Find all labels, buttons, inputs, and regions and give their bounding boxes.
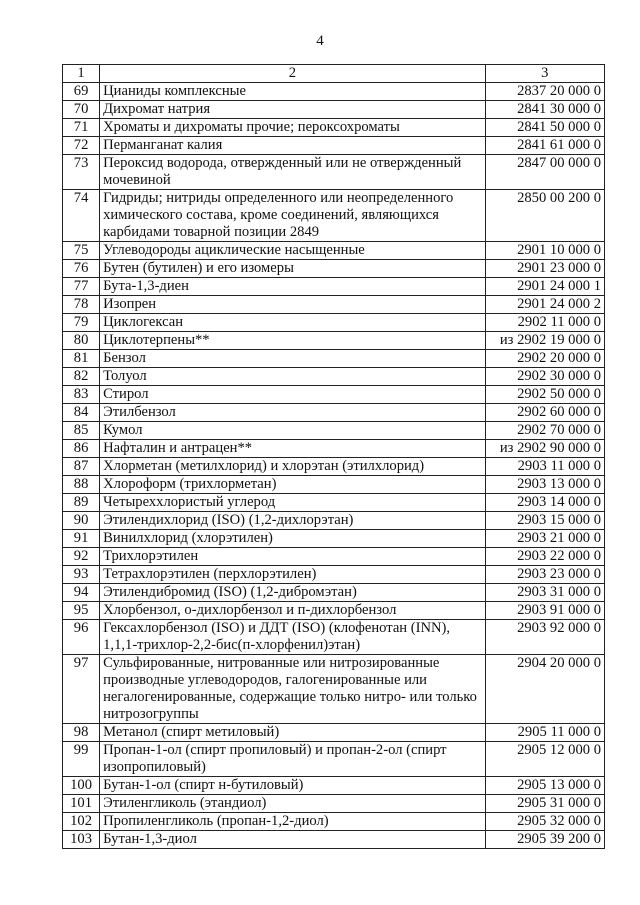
row-code: 2902 20 000 0 bbox=[485, 350, 604, 368]
table-row bbox=[63, 440, 605, 458]
row-number: 78 bbox=[63, 296, 100, 314]
table-row bbox=[63, 296, 605, 314]
table-row bbox=[63, 566, 605, 584]
row-code: 2905 39 200 0 bbox=[485, 831, 604, 849]
row-name: Стирол bbox=[100, 386, 485, 404]
row-number: 95 bbox=[63, 602, 100, 620]
row-name: Гексахлорбензол (ISO) и ДДТ (ISO) (клофенотан (INN), 1,1,1-трихлор-2,2-бис(п-хлорфенил)этан) bbox=[100, 620, 485, 655]
row-number: 70 bbox=[63, 101, 100, 119]
row-name: Пероксид водорода, отвержденный или не отвержденный мочевиной bbox=[100, 155, 485, 190]
table-row bbox=[63, 155, 605, 190]
table-row bbox=[63, 602, 605, 620]
row-code: 2847 00 000 0 bbox=[485, 155, 604, 190]
row-name: Углеводороды ациклические насыщенные bbox=[100, 242, 485, 260]
row-code: 2901 24 000 1 bbox=[485, 278, 604, 296]
row-name: Нафталин и антрацен** bbox=[100, 440, 485, 458]
row-name: Бензол bbox=[100, 350, 485, 368]
row-name: Изопрен bbox=[100, 296, 485, 314]
row-code: 2903 14 000 0 bbox=[485, 494, 604, 512]
table-row bbox=[63, 101, 605, 119]
row-name: Цианиды комплексные bbox=[100, 83, 485, 101]
row-code: 2903 23 000 0 bbox=[485, 566, 604, 584]
row-code: 2901 10 000 0 bbox=[485, 242, 604, 260]
row-code: 2903 11 000 0 bbox=[485, 458, 604, 476]
table-row bbox=[63, 386, 605, 404]
row-code: 2904 20 000 0 bbox=[485, 655, 604, 724]
row-name: Этилендихлорид (ISO) (1,2-дихлорэтан) bbox=[100, 512, 485, 530]
table-row bbox=[63, 332, 605, 350]
row-name: Гидриды; нитриды определенного или неопределенного химического состава, кроме соединений, являющихся карбидами товарной позиции 2849 bbox=[100, 190, 485, 242]
row-number: 71 bbox=[63, 119, 100, 137]
row-number: 85 bbox=[63, 422, 100, 440]
row-name: Кумол bbox=[100, 422, 485, 440]
row-number: 76 bbox=[63, 260, 100, 278]
row-code: 2905 31 000 0 bbox=[485, 795, 604, 813]
row-name: Толуол bbox=[100, 368, 485, 386]
row-number: 75 bbox=[63, 242, 100, 260]
row-code: 2841 50 000 0 bbox=[485, 119, 604, 137]
row-code: 2903 31 000 0 bbox=[485, 584, 604, 602]
table-row bbox=[63, 813, 605, 831]
row-code: из 2902 19 000 0 bbox=[485, 332, 604, 350]
row-number: 99 bbox=[63, 742, 100, 777]
row-name: Этилендибромид (ISO) (1,2-дибромэтан) bbox=[100, 584, 485, 602]
table-row bbox=[63, 777, 605, 795]
table-row bbox=[63, 368, 605, 386]
row-number: 89 bbox=[63, 494, 100, 512]
row-name: Циклотерпены** bbox=[100, 332, 485, 350]
row-name: Пропиленгликоль (пропан-1,2-диол) bbox=[100, 813, 485, 831]
row-code: 2850 00 200 0 bbox=[485, 190, 604, 242]
table-row bbox=[63, 119, 605, 137]
row-name: Хлороформ (трихлорметан) bbox=[100, 476, 485, 494]
row-name: Метанол (спирт метиловый) bbox=[100, 724, 485, 742]
table-row bbox=[63, 548, 605, 566]
row-name: Хроматы и дихроматы прочие; пероксохроматы bbox=[100, 119, 485, 137]
row-name: Хлорбензол, о-дихлорбензол и п-дихлорбензол bbox=[100, 602, 485, 620]
row-code: 2905 11 000 0 bbox=[485, 724, 604, 742]
table-row bbox=[63, 260, 605, 278]
table-row bbox=[63, 422, 605, 440]
table-row bbox=[63, 512, 605, 530]
table-row bbox=[63, 831, 605, 849]
row-number: 101 bbox=[63, 795, 100, 813]
row-name: Циклогексан bbox=[100, 314, 485, 332]
row-number: 91 bbox=[63, 530, 100, 548]
row-code: 2837 20 000 0 bbox=[485, 83, 604, 101]
row-name: Этиленгликоль (этандиол) bbox=[100, 795, 485, 813]
table-row bbox=[63, 530, 605, 548]
row-code: 2902 60 000 0 bbox=[485, 404, 604, 422]
table-row bbox=[63, 190, 605, 242]
table-row bbox=[63, 278, 605, 296]
row-number: 73 bbox=[63, 155, 100, 190]
row-code: 2902 50 000 0 bbox=[485, 386, 604, 404]
row-number: 103 bbox=[63, 831, 100, 849]
row-number: 97 bbox=[63, 655, 100, 724]
row-number: 83 bbox=[63, 386, 100, 404]
row-number: 100 bbox=[63, 777, 100, 795]
row-number: 93 bbox=[63, 566, 100, 584]
row-number: 72 bbox=[63, 137, 100, 155]
row-number: 92 bbox=[63, 548, 100, 566]
row-name: Сульфированные, нитрованные или нитрозированные производные углеводородов, галогенированные или негалогенированные, содержащие только нитро- или только нитрозогруппы bbox=[100, 655, 485, 724]
row-code: 2903 22 000 0 bbox=[485, 548, 604, 566]
row-number: 90 bbox=[63, 512, 100, 530]
row-code: 2905 12 000 0 bbox=[485, 742, 604, 777]
table-row bbox=[63, 655, 605, 724]
row-number: 81 bbox=[63, 350, 100, 368]
row-name: Бутан-1-ол (спирт н-бутиловый) bbox=[100, 777, 485, 795]
row-number: 82 bbox=[63, 368, 100, 386]
row-name: Хлорметан (метилхлорид) и хлорэтан (этилхлорид) bbox=[100, 458, 485, 476]
row-name: Пропан-1-ол (спирт пропиловый) и пропан-2-ол (спирт изопропиловый) bbox=[100, 742, 485, 777]
row-code: 2902 11 000 0 bbox=[485, 314, 604, 332]
row-number: 77 bbox=[63, 278, 100, 296]
table-row bbox=[63, 795, 605, 813]
row-name: Тетрахлорэтилен (перхлорэтилен) bbox=[100, 566, 485, 584]
row-name: Трихлорэтилен bbox=[100, 548, 485, 566]
row-code: из 2902 90 000 0 bbox=[485, 440, 604, 458]
row-number: 86 bbox=[63, 440, 100, 458]
row-code: 2841 61 000 0 bbox=[485, 137, 604, 155]
row-number: 94 bbox=[63, 584, 100, 602]
table-row bbox=[63, 476, 605, 494]
table-row bbox=[63, 83, 605, 101]
table-row bbox=[63, 742, 605, 777]
row-name: Дихромат натрия bbox=[100, 101, 485, 119]
row-number: 79 bbox=[63, 314, 100, 332]
table-row bbox=[63, 404, 605, 422]
page-number: 4 bbox=[316, 33, 324, 49]
row-code: 2901 24 000 2 bbox=[485, 296, 604, 314]
table-row bbox=[63, 458, 605, 476]
header-col-1: 1 bbox=[63, 65, 100, 83]
row-number: 74 bbox=[63, 190, 100, 242]
row-number: 98 bbox=[63, 724, 100, 742]
row-name: Этилбензол bbox=[100, 404, 485, 422]
table-row bbox=[63, 350, 605, 368]
row-number: 80 bbox=[63, 332, 100, 350]
substances-table bbox=[62, 64, 605, 849]
row-code: 2903 92 000 0 bbox=[485, 620, 604, 655]
row-code: 2903 13 000 0 bbox=[485, 476, 604, 494]
row-code: 2903 91 000 0 bbox=[485, 602, 604, 620]
row-name: Бутен (бутилен) и его изомеры bbox=[100, 260, 485, 278]
row-code: 2905 32 000 0 bbox=[485, 813, 604, 831]
table-row bbox=[63, 314, 605, 332]
table-row bbox=[63, 137, 605, 155]
row-number: 87 bbox=[63, 458, 100, 476]
row-number: 88 bbox=[63, 476, 100, 494]
table-row bbox=[63, 724, 605, 742]
row-number: 69 bbox=[63, 83, 100, 101]
row-number: 96 bbox=[63, 620, 100, 655]
header-col-3: 3 bbox=[485, 65, 604, 83]
row-code: 2841 30 000 0 bbox=[485, 101, 604, 119]
table-row bbox=[63, 620, 605, 655]
row-code: 2903 21 000 0 bbox=[485, 530, 604, 548]
table-header-row bbox=[63, 65, 605, 83]
row-code: 2902 70 000 0 bbox=[485, 422, 604, 440]
row-name: Перманганат калия bbox=[100, 137, 485, 155]
table-row bbox=[63, 242, 605, 260]
row-code: 2901 23 000 0 bbox=[485, 260, 604, 278]
row-code: 2902 30 000 0 bbox=[485, 368, 604, 386]
row-number: 84 bbox=[63, 404, 100, 422]
row-name: Бутан-1,3-диол bbox=[100, 831, 485, 849]
row-code: 2905 13 000 0 bbox=[485, 777, 604, 795]
header-col-2: 2 bbox=[100, 65, 485, 83]
row-code: 2903 15 000 0 bbox=[485, 512, 604, 530]
table-row bbox=[63, 584, 605, 602]
row-name: Четыреххлористый углерод bbox=[100, 494, 485, 512]
row-number: 102 bbox=[63, 813, 100, 831]
row-name: Бута-1,3-диен bbox=[100, 278, 485, 296]
row-name: Винилхлорид (хлорэтилен) bbox=[100, 530, 485, 548]
table-row bbox=[63, 494, 605, 512]
